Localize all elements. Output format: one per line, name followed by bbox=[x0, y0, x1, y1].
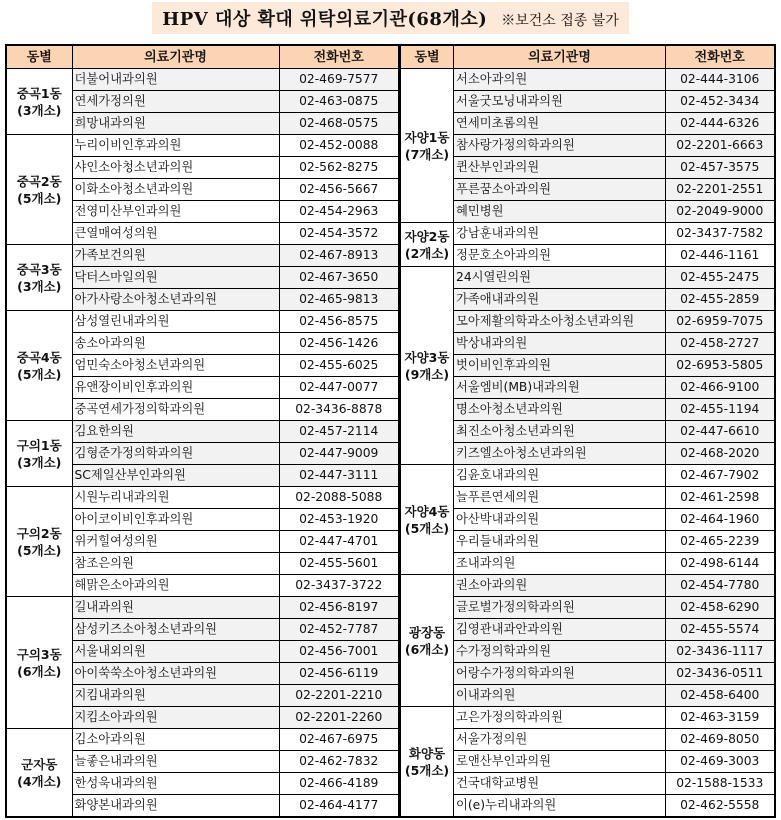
clinic-phone: 02-2049-9000 bbox=[666, 201, 775, 223]
table-row bbox=[401, 113, 775, 135]
table-row bbox=[401, 685, 775, 707]
dong-cell bbox=[401, 465, 454, 575]
clinic-phone: 02-6953-5805 bbox=[666, 355, 775, 377]
clinic-name: 이(e)누리내과의원 bbox=[454, 795, 666, 818]
clinic-phone: 02-454-2963 bbox=[279, 201, 399, 223]
clinic-phone: 02-2088-5088 bbox=[279, 487, 399, 509]
clinic-phone: 02-3436-1117 bbox=[666, 641, 775, 663]
clinic-phone: 02-447-6610 bbox=[666, 421, 775, 443]
clinic-phone: 02-498-6144 bbox=[666, 553, 775, 575]
clinic-name: 서울굿모닝내과의원 bbox=[454, 91, 666, 113]
dong-count: (3개소) bbox=[17, 278, 62, 294]
clinic-name: 참조은의원 bbox=[72, 553, 279, 575]
table-row bbox=[401, 795, 775, 818]
clinic-name: 어랑수가정의학과의원 bbox=[454, 663, 666, 685]
clinic-phone: 02-464-1960 bbox=[666, 509, 775, 531]
dong-name: 중곡4동 bbox=[16, 349, 62, 365]
clinic-phone: 02-444-3106 bbox=[666, 69, 775, 91]
clinic-phone: 02-463-0875 bbox=[279, 91, 399, 113]
clinic-phone: 02-462-7832 bbox=[279, 751, 399, 773]
clinic-phone: 02-469-8050 bbox=[666, 729, 775, 751]
clinic-phone: 02-456-8197 bbox=[279, 597, 399, 619]
clinic-name: 아이쑥쑥소아청소년과의원 bbox=[72, 663, 279, 685]
clinic-name: 서소아과의원 bbox=[454, 69, 666, 91]
table-row bbox=[401, 575, 775, 597]
clinic-name: 전영미산부인과의원 bbox=[72, 201, 279, 223]
clinic-phone: 02-452-7787 bbox=[279, 619, 399, 641]
clinic-phone: 02-467-3650 bbox=[279, 267, 399, 289]
clinic-name: 유앤장이비인후과의원 bbox=[72, 377, 279, 399]
clinic-phone: 02-3436-0511 bbox=[666, 663, 775, 685]
dong-count: (4개소) bbox=[17, 773, 62, 789]
clinic-name: 모아제활의학과소아청소년과의원 bbox=[454, 311, 666, 333]
clinic-phone: 02-455-2475 bbox=[666, 267, 775, 289]
clinic-phone: 02-456-7001 bbox=[279, 641, 399, 663]
clinic-name: 희망내과의원 bbox=[72, 113, 279, 135]
dong-name: 화양동 bbox=[408, 745, 446, 761]
clinic-name: 엄민숙소아청소년과의원 bbox=[72, 355, 279, 377]
table-row bbox=[401, 69, 775, 91]
dong-name: 자양2동 bbox=[404, 228, 450, 244]
clinic-name: 우리들내과의원 bbox=[454, 531, 666, 553]
title-note: ※보건소 접종 불가 bbox=[501, 13, 619, 29]
clinic-name: 김요한의원 bbox=[72, 421, 279, 443]
clinic-name: 퀸산부인과의원 bbox=[454, 157, 666, 179]
dong-cell bbox=[6, 135, 72, 245]
clinic-phone: 02-458-2727 bbox=[666, 333, 775, 355]
table-row bbox=[401, 729, 775, 751]
clinic-name: 조내과의원 bbox=[454, 553, 666, 575]
clinic-phone: 02-454-3572 bbox=[279, 223, 399, 245]
table-row bbox=[401, 355, 775, 377]
dong-name: 중곡2동 bbox=[16, 173, 62, 189]
clinic-name: 김윤호내과의원 bbox=[454, 465, 666, 487]
table-row bbox=[401, 157, 775, 179]
clinic-phone: 02-458-6290 bbox=[666, 597, 775, 619]
right-table bbox=[400, 44, 776, 818]
clinic-name: 아가사랑소아청소년과의원 bbox=[72, 289, 279, 311]
dong-count: (5개소) bbox=[17, 366, 62, 382]
dong-cell bbox=[6, 311, 72, 421]
clinic-name: 정문호소아과의원 bbox=[454, 245, 666, 267]
clinic-phone: 02-1588-1533 bbox=[666, 773, 775, 795]
table-row bbox=[401, 487, 775, 509]
clinic-phone: 02-457-3575 bbox=[666, 157, 775, 179]
table-row bbox=[401, 531, 775, 553]
table-row bbox=[401, 399, 775, 421]
clinic-name: 명소아청소년과의원 bbox=[454, 399, 666, 421]
dong-name: 자양1동 bbox=[404, 129, 450, 145]
clinic-name: 24시열린의원 bbox=[454, 267, 666, 289]
clinic-phone: 02-465-2239 bbox=[666, 531, 775, 553]
table-row bbox=[401, 135, 775, 157]
clinic-name: 큰열매여성의원 bbox=[72, 223, 279, 245]
right-header-row bbox=[401, 45, 775, 69]
clinic-name: 해맑은소아과의원 bbox=[72, 575, 279, 597]
clinic-phone: 02-468-0575 bbox=[279, 113, 399, 135]
clinic-name: 연세미초롬의원 bbox=[454, 113, 666, 135]
dong-cell bbox=[6, 69, 72, 135]
dong-cell bbox=[401, 707, 454, 818]
clinic-phone: 02-2201-6663 bbox=[666, 135, 775, 157]
header-dong: 동별 bbox=[6, 45, 72, 69]
table-row bbox=[401, 641, 775, 663]
clinic-phone: 02-562-8275 bbox=[279, 157, 399, 179]
header-name: 의료기관명 bbox=[454, 45, 666, 69]
clinic-phone: 02-456-6119 bbox=[279, 663, 399, 685]
clinic-phone: 02-3436-8878 bbox=[279, 399, 399, 421]
dong-count: (5개소) bbox=[404, 520, 450, 536]
table-row bbox=[401, 773, 775, 795]
left-table-body bbox=[6, 69, 399, 818]
table-row bbox=[401, 707, 775, 729]
dong-count: (9개소) bbox=[404, 366, 450, 382]
dong-count: (3개소) bbox=[17, 102, 62, 118]
dong-count: (6개소) bbox=[404, 641, 450, 657]
clinic-name: 박상내과의원 bbox=[454, 333, 666, 355]
clinic-phone: 02-447-0077 bbox=[279, 377, 399, 399]
table-row bbox=[401, 311, 775, 333]
clinic-phone: 02-452-3434 bbox=[666, 91, 775, 113]
clinic-phone: 02-455-2859 bbox=[666, 289, 775, 311]
table-row bbox=[6, 421, 399, 443]
dong-cell bbox=[401, 223, 454, 267]
dong-name: 중곡3동 bbox=[16, 261, 62, 277]
clinic-phone: 02-458-6400 bbox=[666, 685, 775, 707]
clinic-name: 이화소아청소년과의원 bbox=[72, 179, 279, 201]
clinic-name: 위커힐여성의원 bbox=[72, 531, 279, 553]
left-table bbox=[5, 44, 400, 818]
dong-name: 구의3동 bbox=[16, 646, 62, 662]
clinic-name: 삼성키즈소아청소년과의원 bbox=[72, 619, 279, 641]
clinic-phone: 02-452-0088 bbox=[279, 135, 399, 157]
clinic-name: 참사랑가정의학과의원 bbox=[454, 135, 666, 157]
table-row bbox=[6, 729, 399, 751]
dong-name: 군자동 bbox=[21, 756, 58, 772]
clinic-name: SC제일산부인과의원 bbox=[72, 465, 279, 487]
clinic-name: 벗이비인후과의원 bbox=[454, 355, 666, 377]
clinic-name: 시원누리내과의원 bbox=[72, 487, 279, 509]
table-row bbox=[401, 223, 775, 245]
table-row bbox=[401, 179, 775, 201]
table-row bbox=[6, 135, 399, 157]
title-bar bbox=[0, 0, 781, 36]
clinic-name: 건국대학교병원 bbox=[454, 773, 666, 795]
clinic-name: 늘좋은내과의원 bbox=[72, 751, 279, 773]
clinic-name: 아산박내과의원 bbox=[454, 509, 666, 531]
table-row bbox=[401, 619, 775, 641]
clinic-phone: 02-455-5601 bbox=[279, 553, 399, 575]
dong-cell bbox=[6, 729, 72, 818]
right-table-body bbox=[401, 69, 775, 818]
dong-cell bbox=[401, 267, 454, 465]
table-row bbox=[401, 289, 775, 311]
clinic-name: 지킴소아과의원 bbox=[72, 707, 279, 729]
clinic-phone: 02-461-2598 bbox=[666, 487, 775, 509]
dong-count: (3개소) bbox=[17, 454, 62, 470]
header-dong: 동별 bbox=[401, 45, 454, 69]
clinic-name: 최진소아청소년과의원 bbox=[454, 421, 666, 443]
clinic-name: 가족보건의원 bbox=[72, 245, 279, 267]
table-row bbox=[401, 201, 775, 223]
clinic-name: 늘푸른연세의원 bbox=[454, 487, 666, 509]
clinic-name: 누리이비인후과의원 bbox=[72, 135, 279, 157]
clinic-phone: 02-3437-3722 bbox=[279, 575, 399, 597]
page-title: HPV 대상 확대 위탁의료기관(68개소) bbox=[162, 9, 488, 30]
clinic-name: 키즈엘소아청소년과의원 bbox=[454, 443, 666, 465]
clinic-name: 김소아과의원 bbox=[72, 729, 279, 751]
tables-container bbox=[5, 44, 776, 818]
clinic-phone: 02-446-1161 bbox=[666, 245, 775, 267]
clinic-name: 서울내외의원 bbox=[72, 641, 279, 663]
table-row bbox=[401, 333, 775, 355]
clinic-phone: 02-463-3159 bbox=[666, 707, 775, 729]
dong-count: (2개소) bbox=[404, 245, 450, 261]
clinic-phone: 02-464-4177 bbox=[279, 795, 399, 818]
clinic-name: 김영관내과안과의원 bbox=[454, 619, 666, 641]
clinic-name: 삼성열린내과의원 bbox=[72, 311, 279, 333]
dong-name: 광장동 bbox=[408, 624, 446, 640]
clinic-name: 가족애내과의원 bbox=[454, 289, 666, 311]
dong-cell bbox=[6, 421, 72, 487]
clinic-name: 송소아과의원 bbox=[72, 333, 279, 355]
clinic-name: 연세가정의원 bbox=[72, 91, 279, 113]
dong-count: (5개소) bbox=[404, 762, 450, 778]
clinic-phone: 02-469-3003 bbox=[666, 751, 775, 773]
table-row bbox=[401, 509, 775, 531]
clinic-name: 로앤산부인과의원 bbox=[454, 751, 666, 773]
clinic-phone: 02-455-6025 bbox=[279, 355, 399, 377]
clinic-name: 지킴내과의원 bbox=[72, 685, 279, 707]
table-row bbox=[6, 311, 399, 333]
table-row bbox=[401, 377, 775, 399]
clinic-name: 권소아과의원 bbox=[454, 575, 666, 597]
clinic-phone: 02-467-8913 bbox=[279, 245, 399, 267]
left-header-row bbox=[6, 45, 399, 69]
table-row bbox=[401, 443, 775, 465]
clinic-phone: 02-457-2114 bbox=[279, 421, 399, 443]
dong-count: (6개소) bbox=[17, 663, 62, 679]
clinic-phone: 02-3437-7582 bbox=[666, 223, 775, 245]
header-phone: 전화번호 bbox=[666, 45, 775, 69]
table-row bbox=[401, 751, 775, 773]
dong-cell bbox=[401, 575, 454, 707]
clinic-phone: 02-447-9009 bbox=[279, 443, 399, 465]
clinic-name: 샤인소아청소년과의원 bbox=[72, 157, 279, 179]
dong-count: (5개소) bbox=[17, 542, 62, 558]
dong-name: 자양4동 bbox=[404, 503, 450, 519]
dong-name: 구의1동 bbox=[16, 437, 62, 453]
clinic-phone: 02-466-4189 bbox=[279, 773, 399, 795]
clinic-phone: 02-462-5558 bbox=[666, 795, 775, 818]
table-row bbox=[401, 91, 775, 113]
clinic-phone: 02-456-8575 bbox=[279, 311, 399, 333]
clinic-phone: 02-466-9100 bbox=[666, 377, 775, 399]
clinic-name: 길내과의원 bbox=[72, 597, 279, 619]
dong-name: 자양3동 bbox=[404, 349, 450, 365]
clinic-name: 글로벌가정의학과의원 bbox=[454, 597, 666, 619]
table-row bbox=[401, 597, 775, 619]
clinic-phone: 02-465-9813 bbox=[279, 289, 399, 311]
dong-name: 구의2동 bbox=[16, 525, 62, 541]
clinic-phone: 02-6959-7075 bbox=[666, 311, 775, 333]
clinic-name: 더불어내과의원 bbox=[72, 69, 279, 91]
clinic-phone: 02-455-1194 bbox=[666, 399, 775, 421]
clinic-phone: 02-2201-2551 bbox=[666, 179, 775, 201]
table-row bbox=[401, 421, 775, 443]
clinic-phone: 02-469-7577 bbox=[279, 69, 399, 91]
clinic-name: 푸른꿈소아과의원 bbox=[454, 179, 666, 201]
clinic-name: 강남훈내과의원 bbox=[454, 223, 666, 245]
clinic-name: 화양본내과의원 bbox=[72, 795, 279, 818]
table-row bbox=[401, 465, 775, 487]
clinic-phone: 02-455-5574 bbox=[666, 619, 775, 641]
clinic-name: 혜민병원 bbox=[454, 201, 666, 223]
dong-cell bbox=[6, 245, 72, 311]
clinic-phone: 02-447-4701 bbox=[279, 531, 399, 553]
table-row bbox=[401, 663, 775, 685]
dong-cell bbox=[6, 597, 72, 729]
clinic-name: 닥터스마일의원 bbox=[72, 267, 279, 289]
table-row bbox=[6, 245, 399, 267]
table-row bbox=[6, 597, 399, 619]
clinic-name: 서울엠비(MB)내과의원 bbox=[454, 377, 666, 399]
table-row bbox=[401, 553, 775, 575]
clinic-phone: 02-467-7902 bbox=[666, 465, 775, 487]
table-row bbox=[6, 69, 399, 91]
clinic-name: 김형준가정의학과의원 bbox=[72, 443, 279, 465]
clinic-phone: 02-453-1920 bbox=[279, 509, 399, 531]
clinic-phone: 02-2201-2210 bbox=[279, 685, 399, 707]
header-name: 의료기관명 bbox=[72, 45, 279, 69]
clinic-phone: 02-444-6326 bbox=[666, 113, 775, 135]
clinic-name: 서울가정의원 bbox=[454, 729, 666, 751]
clinic-name: 이내과의원 bbox=[454, 685, 666, 707]
dong-count: (7개소) bbox=[404, 146, 450, 162]
clinic-name: 한성욱내과의원 bbox=[72, 773, 279, 795]
clinic-phone: 02-2201-2260 bbox=[279, 707, 399, 729]
clinic-phone: 02-467-6975 bbox=[279, 729, 399, 751]
header-phone: 전화번호 bbox=[279, 45, 399, 69]
dong-cell bbox=[401, 69, 454, 223]
dong-name: 중곡1동 bbox=[16, 85, 62, 101]
clinic-name: 아이코이비인후과의원 bbox=[72, 509, 279, 531]
clinic-name: 중곡연세가정의학과의원 bbox=[72, 399, 279, 421]
clinic-name: 고은가정의학과의원 bbox=[454, 707, 666, 729]
dong-cell bbox=[6, 487, 72, 597]
dong-count: (5개소) bbox=[17, 190, 62, 206]
table-row bbox=[401, 267, 775, 289]
clinic-phone: 02-468-2020 bbox=[666, 443, 775, 465]
table-row bbox=[6, 487, 399, 509]
clinic-phone: 02-456-1426 bbox=[279, 333, 399, 355]
table-row bbox=[401, 245, 775, 267]
clinic-name: 수가정의학과의원 bbox=[454, 641, 666, 663]
clinic-phone: 02-447-3111 bbox=[279, 465, 399, 487]
title-box bbox=[152, 2, 629, 34]
clinic-phone: 02-456-5667 bbox=[279, 179, 399, 201]
clinic-phone: 02-454-7780 bbox=[666, 575, 775, 597]
